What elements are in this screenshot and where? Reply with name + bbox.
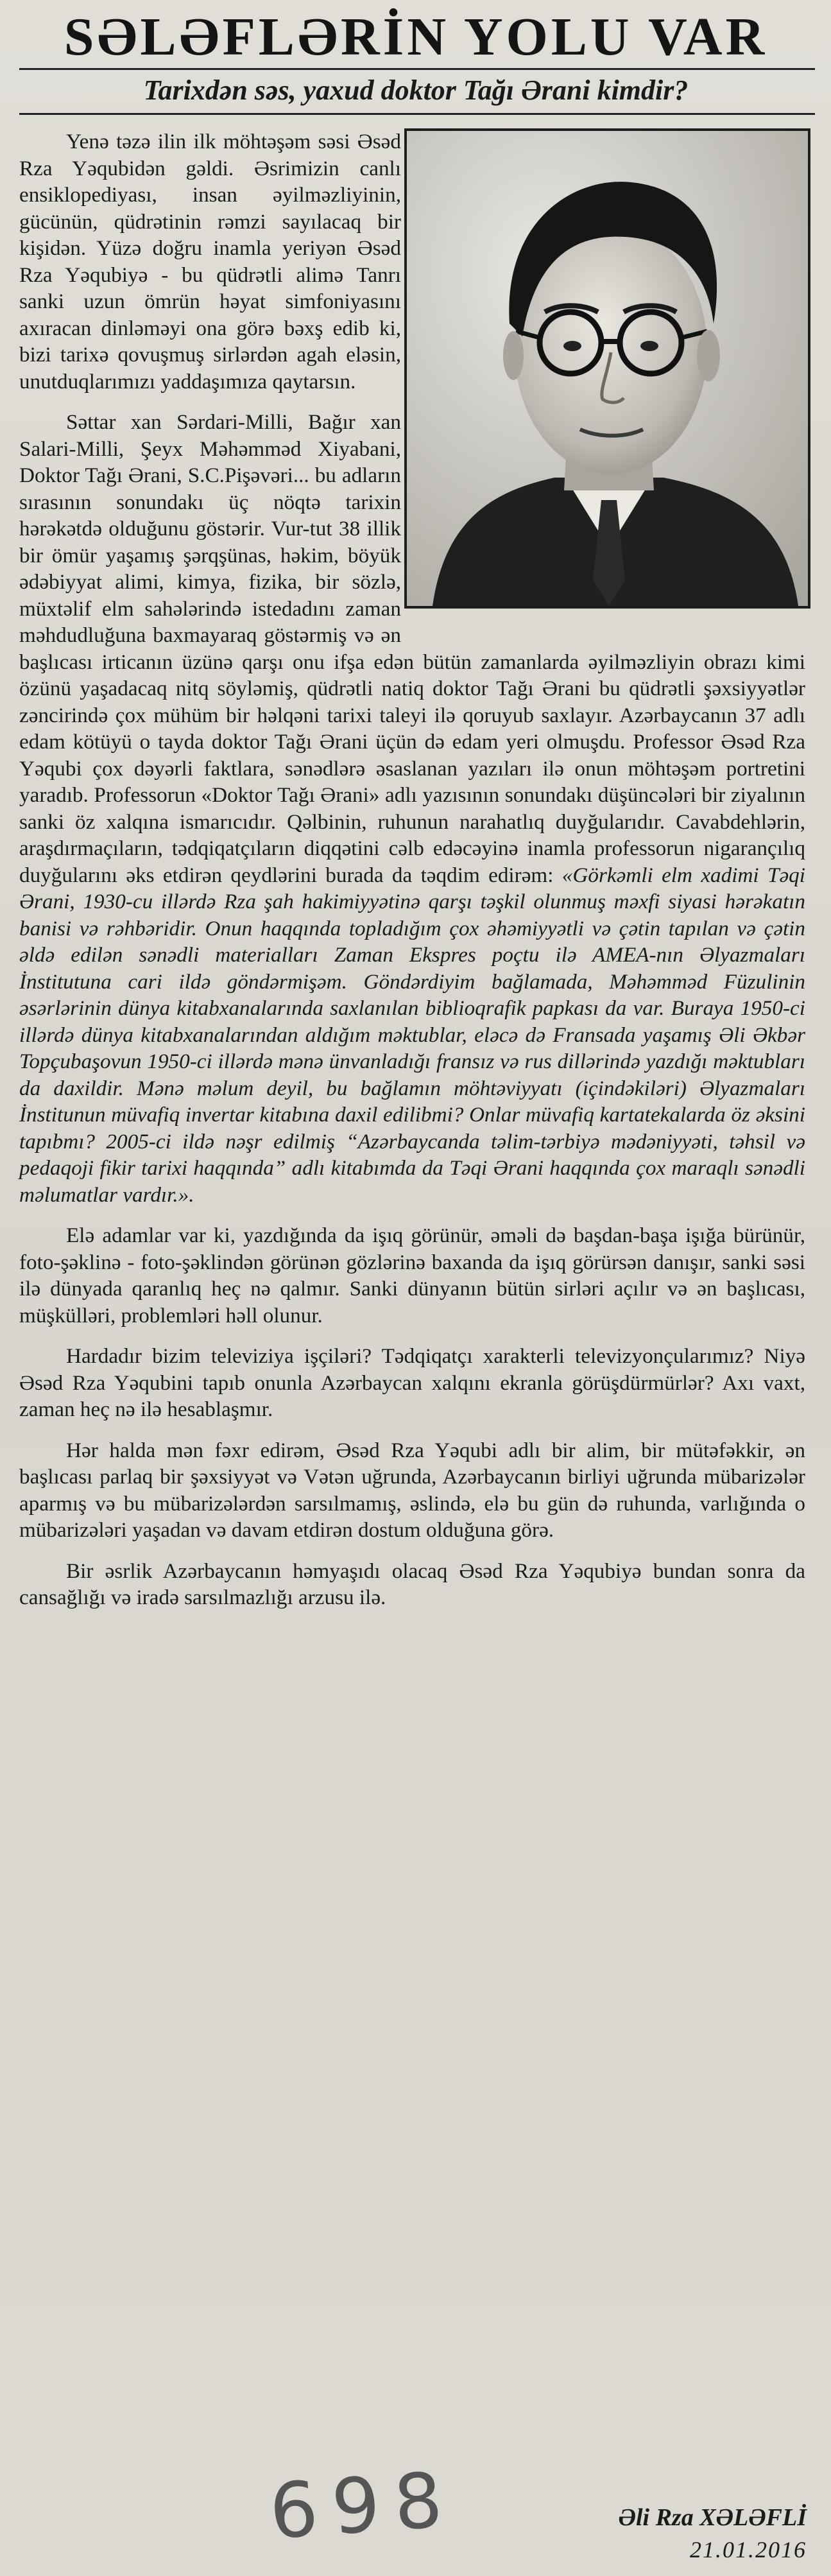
professor-quote: «Görkəmli elm xadimi Təqi Ərani, 1930-cu illərdə Rza şah hakimiyyətinə qarşı təşkil olunmuş məxfi siyasi hərəkatın banisi və rəhbəridir. Onun haqqında topladığım çox əhəmiyyətli və çətin tapılan və çətin əldə edilən sənədli materialları Zaman Ekspres poçtu ilə AMEA-nın Əlyazmaları İnstitutuna cari ildə göndərmişəm. Göndərdiyim bağlamada, Məhəmməd Füzulinin əsərlərinin dünya kitabxanalarında saxlanılan biblioqrafik papkası da var. Buraya 1950-ci illərdə dünya kitabxanalarından aldığım məktublar, eləcə də Fransada yaşamış Əli Əkbər Topçubaşovun 1950-ci illərdə mənə ünvanladığı fransız və rus dillərində yazdığı məktubları da daxildir. Mənə məlum deyil, bu bağlamın möhtəviyyatı (içindəkiləri) Əlyazmaları İnstitunun müvafiq invertar kitabına daxil edilibmi? Onlar müvafiq kartatekalarda öz əksini tapıbmı? 2005-ci ildə nəşr edilmiş “Azərbaycanda təlim-tərbiyə mədəniyyəti, təhsil və pedaqoji fikir tarixi haqqında” adlı kitabımda da Təqi Ərani haqqında çox maraqlı sənədli məlumatlar vardır.». bbox=[19, 863, 805, 1207]
author-name: Əli Rza XƏLƏFLİ bbox=[618, 2504, 807, 2531]
publication-date: 21.01.2016 bbox=[690, 2537, 807, 2563]
paragraph-6: Bir əsrlik Azərbaycanın həmyaşıdı olacaq Əsəd Rza Yəqubiyə bundan sonra da cansağlığı və iradə sarsılmazlığı arzusu ilə. bbox=[19, 1559, 805, 1609]
portrait-float-space bbox=[401, 128, 805, 632]
paragraph-1: Yenə təzə ilin ilk möhtəşəm səsi Əsəd Rza Yəqubidən gəldi. Əsrimizin canlı ensiklopediyası, insan əyilməzliyinin, gücünün, qüdrətinin rəmzi sayılacaq bir kişidən. Yüzə doğru inamla yeriyən Əsəd Rza Yəqubiyə - bu qüdrətli alimə Tanrı sanki uzun ömrün həyat simfoniyasını axıracan dinləməyi ona görə bəxş edib ki, bizi tarixə qovuşmuş sirlərdən agah eləsin, unutduqlarımızı yaddaşımıza qaytarsın. bbox=[19, 130, 401, 393]
title-rule bbox=[19, 68, 815, 70]
paragraph-5: Hər halda mən fəxr edirəm, Əsəd Rza Yəqubi adlı bir alim, bir mütəfəkkir, ən başlıcası parlaq bir şəxsiyyət və Vətən uğrunda, Azərbaycanın birliyi uğrunda mübarizələr aparmış və bu mübarizələrdən sarsılmamış, əslində, elə bu gün də ruhunda, varlığında o mübarizələri yaşadan və davam etdirən dostum olduğuna görə. bbox=[19, 1438, 805, 1542]
article-body bbox=[19, 128, 805, 1611]
paragraph-4: Hardadır bizim televiziya işçiləri? Tədqiqatçı xarakterli televizyonçularımız? Niyə Əsəd Rza Yəqubini tapıb onunla Azərbaycan xalqını ekranla görüşdürmürlər? Axı vaxt, zaman heç nə ilə hesablaşmır. bbox=[19, 1344, 805, 1421]
paragraph-2-text: Səttar xan Sərdari-Milli, Bağır xan Salari-Milli, Şeyx Məhəmməd Xiyabani, Doktor Tağı Ərani, S.C.Pişəvəri... bu adların sırasının sonundakı üç nöqtə tarixin hərəkətdə olduğunu göstərir. Vur-tut 38 illik bir ömür yaşamış şərqşünas, həkim, böyük ədəbiyyat alimi, kimya, fizika, bir sözlə, müxtəlif elm sahələrində istedadını zaman məhdudluğuna baxmayaraq göstərmiş və ən başlıcası irticanın üzünə qarşı onu ifşa edən bütün zamanlarda əyilməzliyin obrazı kimi özünü yaşadacaq nitq söyləmiş, qüdrətli natiq doktor Tağı Ərani bu qüdrətli şəxsiyyətlər zəncirində çox mühüm bir həlqəni tarixi taleyi ilə qoruyub saxlayır. Azərbaycanın 37 adlı edam kötüyü o tayda doktor Tağı Ərani üçün də edam yeri olmuşdu. Professor Əsəd Rza Yəqubi çox dəyərli faktlara, sənədlərə əsaslanan yazıları ilə onun möhtəşəm portretini yaradıb. Professorun «Doktor Tağı Ərani» adlı yazısının sonundakı düşüncələri bir ziyalının sanki öz xalqına ismarıcıdır. Qəlbinin, ruhunun narahatlıq duyğularıdır. Cavabdehlərin, araşdırmaçıların, tədqiqatçıların diqqətini cəlb edəcəyinə inamla professorun nigarançılıq duyğularını əks etdirən qeydlərini burada da təqdim edirəm: bbox=[19, 410, 805, 887]
subtitle-rule bbox=[19, 113, 815, 115]
handwritten-page-number: 698 bbox=[266, 2455, 459, 2556]
article-subtitle: Tarixdən səs, yaxud doktor Tağı Ərani kimdir? bbox=[143, 74, 689, 106]
paragraph-3: Elə adamlar var ki, yazdığında da işıq görünür, əməli də başdan-başa işığa bürünür, foto-şəklinə - foto-şəklindən görünən gözlərinə baxanda da işıq görürsən danışır, sanki səsi ilə dünyada qaranlıq heç nə qalmır. Sanki dünyanın bütün sirləri açılır və ən başlıcası, müşkülləri, problemləri həll olunur. bbox=[19, 1223, 805, 1327]
article-title: SƏLƏFLƏRİN YOLU VAR bbox=[64, 7, 768, 67]
